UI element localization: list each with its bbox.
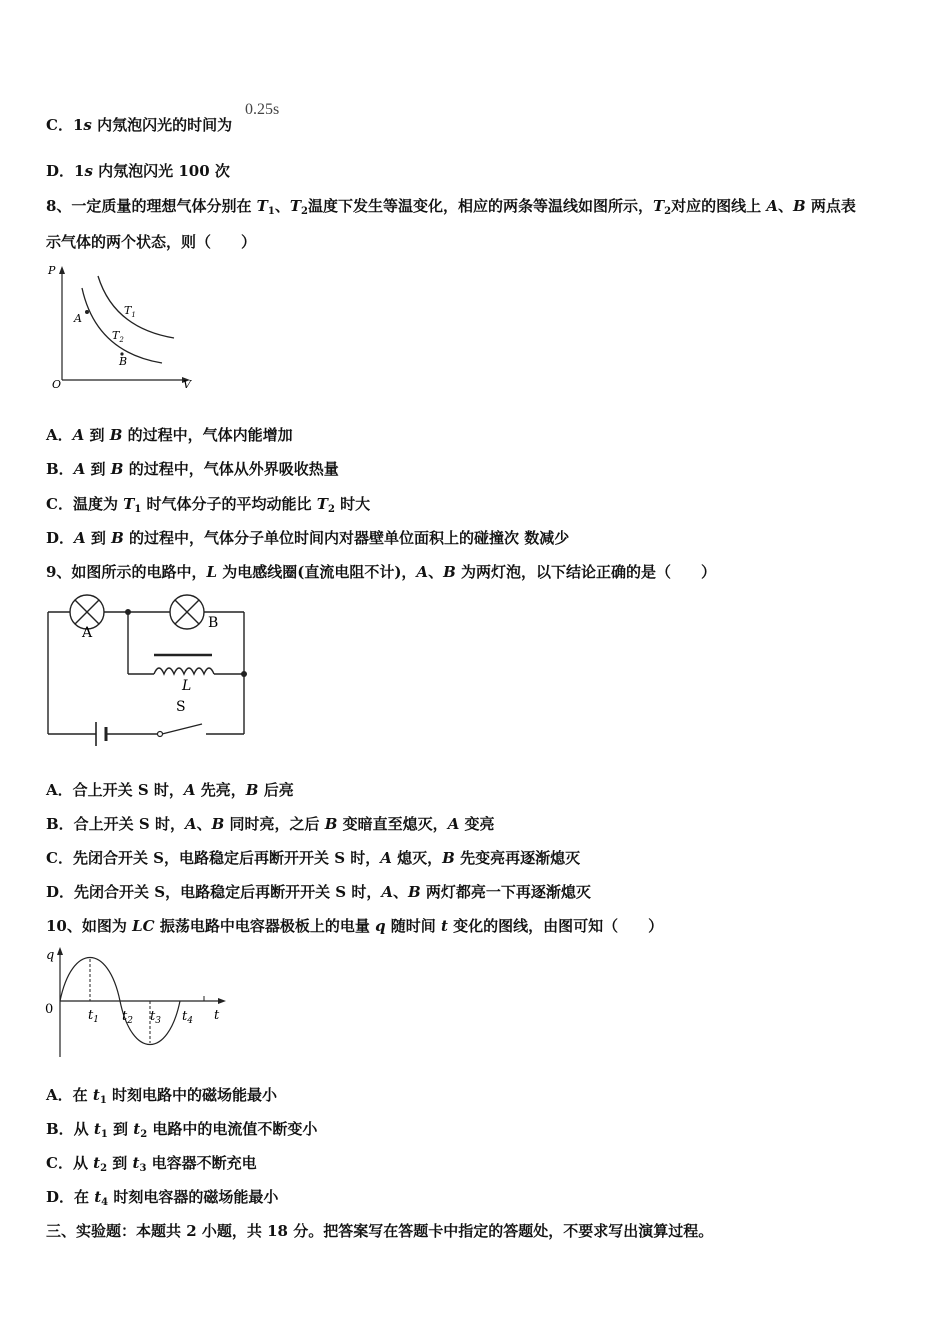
q9-option-c: C．先闭合开关 S，电路稳定后再断开开关 S 时，A 熄灭，B 先变亮再逐渐熄灭 <box>46 849 581 867</box>
q10-stem: 10、如图为 LC 振荡电路中电容器极板上的电量 q 随时间 t 变化的图线，由图可知（ ） <box>46 917 664 935</box>
q10-option-c: C．从 $t_2$ 到 $t_3$ 电容器不断充电 <box>46 1154 257 1174</box>
q7-option-d: D．1s 内氖泡闪光 100 次 <box>46 162 230 180</box>
lamp-b-label: B <box>208 615 219 631</box>
v-axis-label: V <box>183 378 191 391</box>
q9-option-b: B．合上开关 S 时，A、B 同时亮，之后 B 变暗直至熄灭，A 变亮 <box>46 815 495 833</box>
switch-contact <box>158 732 163 737</box>
lamp-b <box>170 595 204 629</box>
junction-right <box>241 671 247 677</box>
q9-option-a: A．合上开关 S 时，A 先亮，B 后亮 <box>46 781 294 799</box>
state-point-a <box>85 310 89 314</box>
curve-label-t2: $T_2$ <box>112 329 124 344</box>
lamp-a-label: A <box>82 625 93 641</box>
q7-option-c: C．1s 内氖泡闪光的时间为 <box>46 116 233 134</box>
lamp-a <box>70 595 104 629</box>
q9-option-d: D．先闭合开关 S，电路稳定后再断开开关 S 时，A、B 两灯都亮一下再逐渐熄灭 <box>46 883 591 901</box>
q8-option-a: A．A 到 B 的过程中，气体内能增加 <box>46 426 293 444</box>
isotherm-t2 <box>82 288 162 363</box>
q8-stem-line2: 示气体的两个状态，则（ ） <box>46 233 257 251</box>
origin-label: 0 <box>45 1002 54 1017</box>
q7-formula: 0.25s <box>245 101 280 118</box>
q-axis-arrow <box>57 947 63 955</box>
q10-option-d: D．在 $t_4$ 时刻电容器的磁场能最小 <box>46 1188 279 1208</box>
p-axis-arrow <box>59 266 65 274</box>
q8-option-c: C．温度为 $T_1$ 时气体分子的平均动能比 $T_2$ 时大 <box>46 495 371 515</box>
q8-stem-line1: 8、一定质量的理想气体分别在 $T_1$、$T_2$温度下发生等温变化，相应的两条等温线如图所示，$T_2$对应的图线上 A、B 两点表 <box>46 197 856 217</box>
p-axis-label: P <box>48 264 56 277</box>
t-axis-label: t <box>214 1008 220 1023</box>
t3-label: $t_3$ <box>150 1009 161 1026</box>
section-3-heading: 三、实验题：本题共 2 小题，共 18 分。把答案写在答题卡中指定的答题处，不要求写出演算过程。 <box>46 1222 714 1240</box>
q10-option-b: B．从 $t_1$ 到 $t_2$ 电路中的电流值不断变小 <box>46 1120 318 1140</box>
inductor-label: L <box>182 678 192 694</box>
t-axis-arrow <box>218 998 226 1004</box>
isotherm-t1 <box>98 276 174 338</box>
state-label-a: A <box>74 312 82 325</box>
q10-charge-graph <box>42 945 232 1060</box>
q-axis-label: q <box>46 948 55 963</box>
q8-isotherm-figure <box>46 262 206 392</box>
q9-stem: 9、如图所示的电路中，L 为电感线圈(直流电阻不计)，A、B 为两灯泡，以下结论正确的是（ ） <box>46 563 716 581</box>
switch-label: S <box>176 699 186 715</box>
origin-label: O <box>52 378 62 391</box>
t2-label: $t_2$ <box>122 1009 133 1026</box>
q8-option-d: D．A 到 B 的过程中，气体分子单位时间内对器壁单位面积上的碰撞次 数减少 <box>46 529 570 547</box>
q9-circuit-figure <box>44 592 259 752</box>
inductor-coil <box>154 668 214 674</box>
q10-option-a: A．在 $t_1$ 时刻电路中的磁场能最小 <box>46 1086 278 1106</box>
curve-label-t1: $T_1$ <box>124 304 136 319</box>
t4-label: $t_4$ <box>182 1009 193 1026</box>
q8-option-b: B．A 到 B 的过程中，气体从外界吸收热量 <box>46 460 339 478</box>
junction-left <box>125 609 131 615</box>
state-label-b: B <box>119 355 128 368</box>
t1-label: $t_1$ <box>88 1008 99 1025</box>
